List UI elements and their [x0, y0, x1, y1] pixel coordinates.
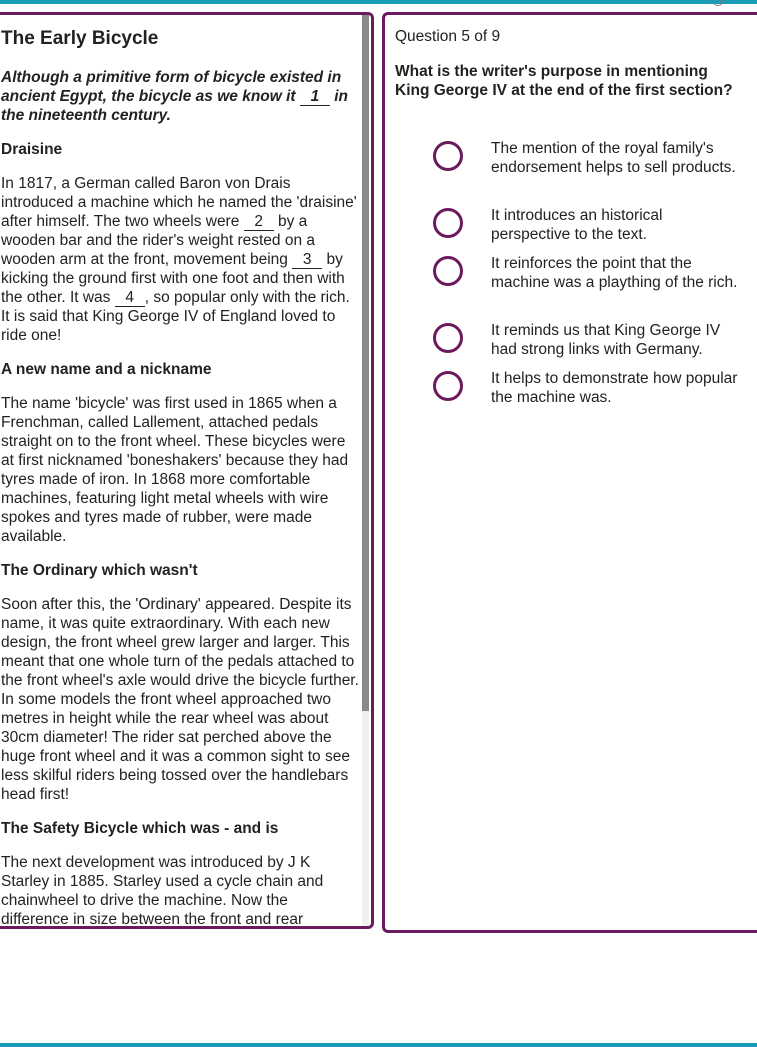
passage-scroll-area	[1, 15, 359, 929]
answer-label[interactable]: The mention of the royal family's endorsement helps to sell products.	[491, 140, 736, 176]
section-heading-safety: The Safety Bicycle which was - and is	[1, 820, 279, 837]
answer-label[interactable]: It reminds us that King George IV had strong links with Germany.	[491, 322, 721, 358]
question-counter: Question 5 of 9	[395, 28, 501, 45]
section-heading-ordinary: The Ordinary which wasn't	[1, 562, 198, 579]
radio-button[interactable]	[433, 371, 463, 401]
radio-button[interactable]	[433, 323, 463, 353]
radio-button[interactable]	[433, 256, 463, 286]
gap-3: 3	[292, 252, 322, 269]
question-panel	[382, 12, 757, 933]
answer-label[interactable]: It reinforces the point that the machine was a plaything of the rich.	[491, 255, 738, 291]
section-text-ordinary: Soon after this, the 'Ordinary' appeared. Despite its name, it was quite extraordinary. With each new design, the front wheel grew larger and larger. This meant that one whole turn of the pedals attached to the front wheel's axle would drive the bicycle further. In some models the front wheel approached two metres in height while the rear wheel was about 30cm diameter! The rider sat perched above the huge front wheel and it was a common sight to see less skilful riders being tossed over the handlebars head first!	[1, 596, 359, 803]
loading-icon	[713, 0, 723, 6]
text-segment: In 1817, a German called Baron von Drais introduced a machine which he named the 'draisine' after himself. The two wheels were	[1, 175, 357, 230]
answer-label[interactable]: It helps to demonstrate how popular the machine was.	[491, 370, 738, 406]
radio-button[interactable]	[433, 208, 463, 238]
text-segment: by kicking the ground first with one foot and then with the other. It was	[1, 251, 345, 306]
passage-scrollbar-thumb[interactable]	[362, 15, 369, 711]
section-heading-new-name: A new name and a nickname	[1, 361, 212, 378]
radio-button[interactable]	[433, 141, 463, 171]
section-text-draisine	[1, 174, 359, 345]
intro-text-after: in the nineteenth century.	[1, 88, 348, 124]
gap-4: 4	[115, 290, 145, 307]
top-accent-bar	[0, 0, 757, 4]
question-text: What is the writer's purpose in mentioning King George IV at the end of the first section?	[395, 63, 733, 99]
answer-label[interactable]: It introduces an historical perspective to the text.	[491, 207, 663, 243]
passage-title: The Early Bicycle	[1, 28, 159, 49]
bottom-accent-bar	[0, 1043, 757, 1047]
text-segment: , so popular only with the rich. It is said that King George IV of England loved to ride one!	[1, 289, 350, 344]
passage-scrollbar[interactable]	[362, 15, 369, 929]
passage-panel	[0, 12, 374, 929]
section-text-new-name: The name 'bicycle' was first used in 1865 when a Frenchman, called Lallement, attached pedals straight on to the front wheel. These bicycles were at first nicknamed 'boneshakers' because they had tyres made of iron. In 1868 more comfortable machines, featuring light metal wheels with wire spokes and tyres made of rubber, were made available.	[1, 395, 349, 545]
gap-2: 2	[244, 214, 274, 231]
gap-1: 1	[300, 89, 330, 106]
section-heading-draisine: Draisine	[1, 141, 63, 158]
text-segment: by a wooden bar and the rider's weight rested on a wooden arm at the front, movement being	[1, 213, 316, 268]
intro-text-before: Although a primitive form of bicycle existed in ancient Egypt, the bicycle as we know it	[1, 69, 342, 105]
section-text-safety: The next development was introduced by J K Starley in 1885. Starley used a cycle chain and chainwheel to drive the machine. Now the difference in size between the front and rear	[1, 854, 324, 928]
passage-intro	[1, 68, 359, 125]
